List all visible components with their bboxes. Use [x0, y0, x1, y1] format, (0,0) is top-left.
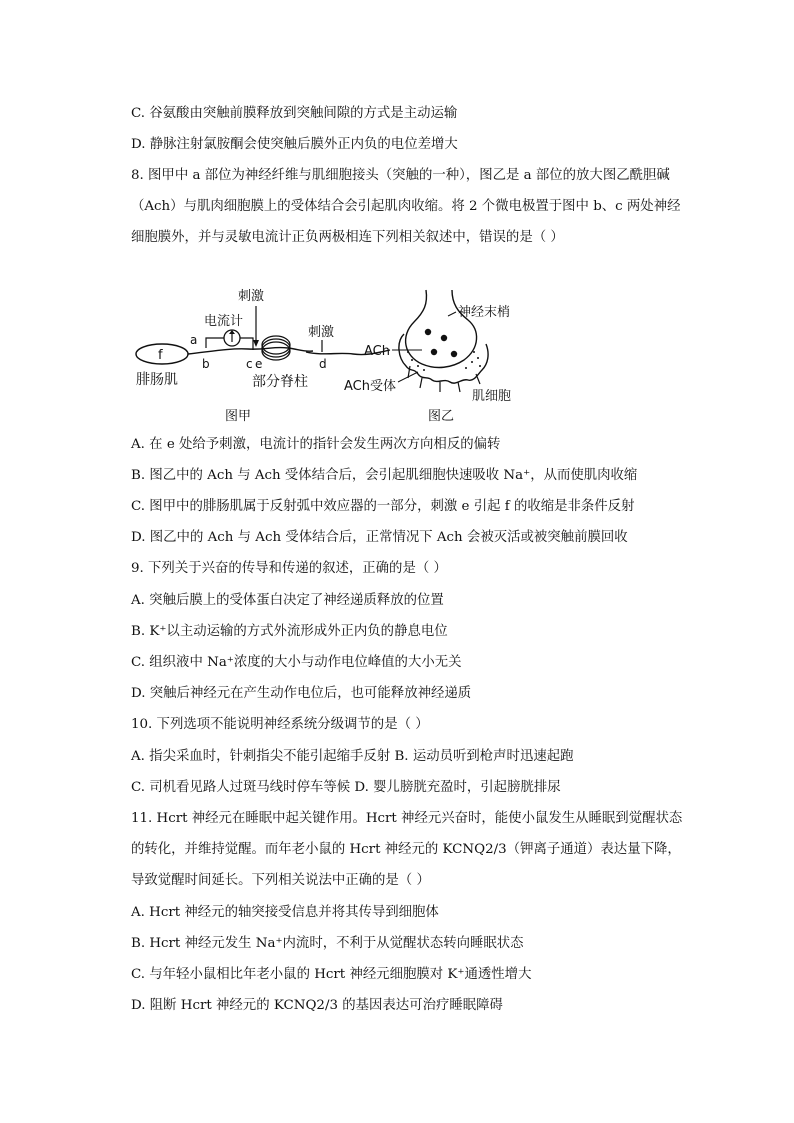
label-stimulus-top: 刺激	[238, 289, 265, 304]
q8-option-c: C. 图甲中的腓肠肌属于反射弧中效应器的一部分，刺激 e 引起 f 的收缩是非条件反射	[131, 499, 635, 514]
q8-option-a: A. 在 e 处给予刺激，电流计的指针会发生两次方向相反的偏转	[131, 437, 501, 452]
receptor-marks	[408, 366, 480, 392]
q10-options-ab: A. 指尖采血时，针刺指尖不能引起缩手反射 B. 运动员听到枪声时迅速起跑	[131, 749, 574, 764]
q11-stem-line2: 的转化，并维持觉醒。而年老小鼠的 Hcrt 神经元的 KCNQ2/3（钾离子通道）表达量下降，	[131, 842, 681, 857]
q8-stem-line1: 8. 图甲中 a 部位为神经纤维与肌细胞接头（突触的一种），图乙是 a 部位的放大图乙酰胆碱	[131, 168, 670, 183]
q8-option-b: B. 图乙中的 Ach 与 Ach 受体结合后，会引起肌细胞快速吸收 Na⁺，从而使肌肉收缩	[131, 468, 638, 483]
caption-yi: 图乙	[428, 409, 455, 424]
figure-nerve-muscle	[128, 282, 558, 432]
label-muscle: 腓肠肌	[136, 372, 178, 388]
figure-yi	[344, 290, 511, 424]
label-nerve-ending: 神经末梢	[458, 305, 511, 320]
q11-option-a: A. Hcrt 神经元的轴突接受信息并将其传导到细胞体	[131, 905, 439, 920]
q11-stem-line1: 11. Hcrt 神经元在睡眠中起关键作用。Hcrt 神经元兴奋时，能使小鼠发生从睡眠到觉醒状态	[131, 811, 683, 826]
q11-option-b: B. Hcrt 神经元发生 Na⁺内流时，不利于从觉醒状态转向睡眠状态	[131, 936, 524, 951]
q11-option-d: D. 阻断 Hcrt 神经元的 KCNQ2/3 的基因表达可治疗睡眠障碍	[131, 998, 503, 1013]
q9-option-d: D. 突触后神经元在产生动作电位后，也可能释放神经递质	[131, 686, 472, 701]
q10-options-cd: C. 司机看见路人过斑马线时停车等候 D. 婴儿膀胱充盈时，引起膀胱排尿	[131, 780, 561, 795]
muscle-cell-membrane	[399, 334, 488, 383]
label-ach-receptor: ACh受体	[344, 379, 396, 394]
q11-option-c: C. 与年轻小鼠相比年老小鼠的 Hcrt 神经元细胞膜对 K⁺通透性增大	[131, 967, 532, 982]
q9-stem: 9. 下列关于兴奋的传导和传递的叙述，正确的是（ ）	[131, 561, 447, 576]
label-stimulus-right: 刺激	[308, 325, 335, 340]
q9-option-b: B. K⁺以主动运输的方式外流形成外正内负的静息电位	[131, 624, 448, 639]
q8-option-d: D. 图乙中的 Ach 与 Ach 受体结合后，正常情况下 Ach 会被灭活或被突触前膜回收	[131, 530, 628, 545]
label-d: d	[319, 357, 327, 371]
q10-stem: 10. 下列选项不能说明神经系统分级调节的是（ ）	[131, 717, 429, 732]
label-c: c	[246, 357, 253, 371]
q7-option-c: C. 谷氨酸由突触前膜释放到突触间隙的方式是主动运输	[131, 106, 458, 121]
label-b: b	[202, 357, 210, 371]
nerve-ending-shape	[406, 290, 477, 367]
q9-option-c: C. 组织液中 Na⁺浓度的大小与动作电位峰值的大小无关	[131, 655, 462, 670]
label-f: f	[158, 348, 163, 363]
label-spine: 部分脊柱	[252, 374, 308, 390]
nerve-fiber-mid	[288, 348, 313, 351]
caption-jia: 图甲	[225, 409, 252, 424]
label-e: e	[255, 357, 263, 371]
label-ach: ACh	[364, 344, 390, 359]
label-galvanometer: 电流计	[204, 314, 244, 329]
q8-stem-line3: 细胞膜外，并与灵敏电流计正负两极相连下列相关叙述中，错误的是（ ）	[131, 230, 564, 245]
q11-stem-line3: 导致觉醒时间延长。下列相关说法中正确的是（ ）	[131, 873, 430, 888]
label-a: a	[190, 333, 198, 347]
nerve-fiber-left	[188, 347, 288, 354]
galv-wire-left	[206, 338, 224, 348]
q8-stem-line2: （Ach）与肌肉细胞膜上的受体结合会引起肌肉收缩。将 2 个微电极置于图中 b、c 两处神经	[131, 199, 681, 214]
q7-option-d: D. 静脉注射氯胺酮会使突触后膜外正内负的电位差增大	[131, 137, 458, 152]
figure-jia	[136, 288, 390, 424]
q9-option-a: A. 突触后膜上的受体蛋白决定了神经递质释放的位置	[131, 593, 444, 608]
label-muscle-cell: 肌细胞	[472, 389, 512, 404]
